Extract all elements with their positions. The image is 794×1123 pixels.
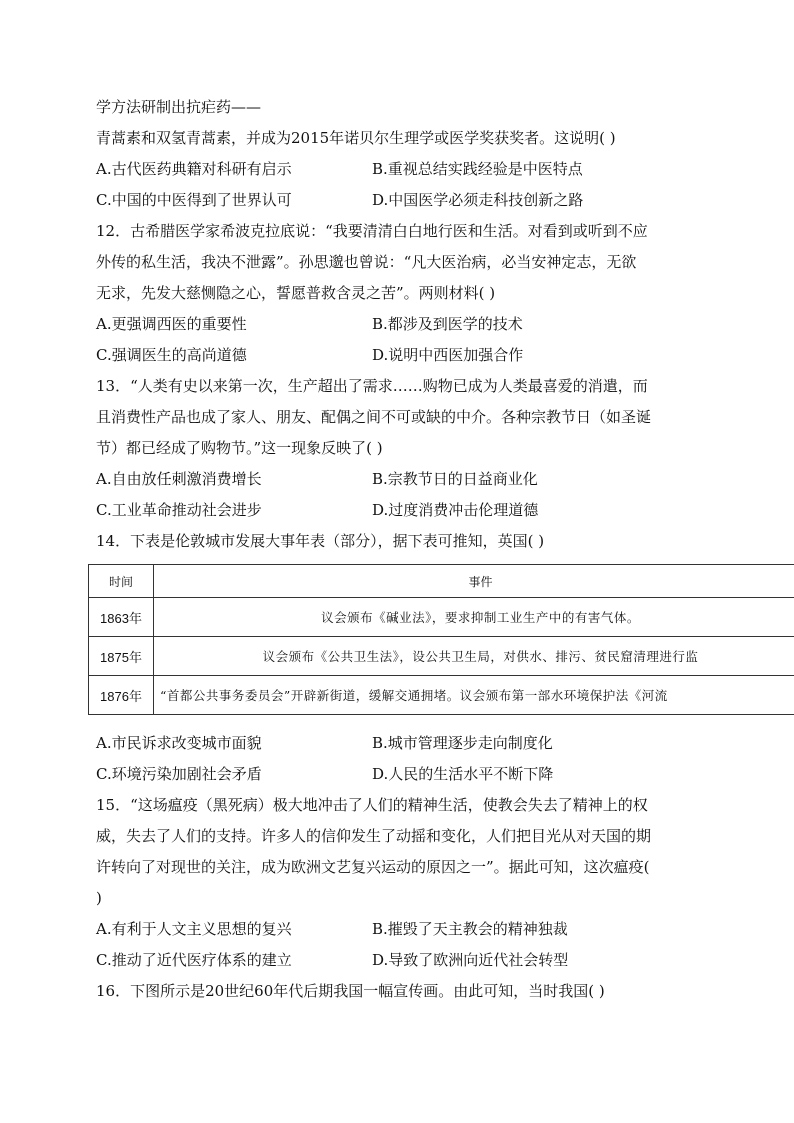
table-row [89,676,794,715]
option-row [96,185,794,216]
event-cell: 议会颁布《公共卫生法》，设公共卫生局，对供水、排污、贫民窟清理进行监 [154,637,794,676]
question-15-line: 威，失去了人们的支持。许多人的信仰发生了动摇和变化，人们把目光从对天国的期 [96,827,652,845]
question-14-stem: 14．下表是伦敦城市发展大事年表（部分），据下表可推知，英国( ) [96,532,545,550]
option-row [96,914,794,945]
option-d[interactable]: D.说明中西医加强合作 [372,346,524,364]
option-c[interactable]: C.推动了近代医疗体系的建立 [96,951,292,969]
option-b[interactable]: B.都涉及到医学的技术 [372,315,523,333]
header-time: 时间 [89,565,154,598]
option-c[interactable]: C.环境污染加剧社会矛盾 [96,765,262,783]
question-12-line: 外传的私生活，我决不泄露”。孙思邈也曾说：“凡大医治病，必当安神定志，无欲 [96,253,637,271]
option-c[interactable]: C.强调医生的高尚道德 [96,346,247,364]
question-16-stem: 16．下图所示是20世纪60年代后期我国一幅宣传画。由此可知，当时我国( ) [96,982,605,1000]
option-d[interactable]: D.导致了欧洲向近代社会转型 [372,951,569,969]
year-cell: 1875年 [89,637,154,676]
option-b[interactable]: B.重视总结实践经验是中医特点 [372,160,583,178]
option-a[interactable]: A.更强调西医的重要性 [96,315,247,333]
events-table [88,564,794,715]
year-cell: 1876年 [89,676,154,715]
option-row [96,309,794,340]
question-15-line: 15．“这场瘟疫（黑死病）极大地冲击了人们的精神生活，使教会失去了精神上的权 [96,796,648,814]
option-a[interactable]: A.有利于人文主义思想的复兴 [96,920,292,938]
question-15-line: ) [96,889,102,907]
option-row [96,464,794,495]
option-c[interactable]: C.中国的中医得到了世界认可 [96,191,292,209]
option-d[interactable]: D.人民的生活水平不断下降 [372,765,554,783]
option-c[interactable]: C.工业革命推动社会进步 [96,501,262,519]
option-a[interactable]: A.市民诉求改变城市面貌 [96,734,262,752]
header-event: 事件 [154,565,794,598]
question-13-line: 且消费性产品也成了家人、朋友、配偶之间不可或缺的中介。各种宗教节日（如圣诞 [96,408,652,426]
option-d[interactable]: D.过度消费冲击伦理道德 [372,501,539,519]
option-b[interactable]: B.宗教节日的日益商业化 [372,470,538,488]
question-block-upper [96,92,794,557]
table-header-row [89,565,794,598]
option-a[interactable]: A.古代医药典籍对科研有启示 [96,160,292,178]
event-cell: “首都公共事务委员会”开辟新街道，缓解交通拥堵。议会颁布第一部水环境保护法《河流 [154,676,794,715]
text-line: 青蒿素和双氢青蒿素，并成为2015年诺贝尔生理学或医学奖获奖者。这说明( ) [96,129,616,147]
question-13-line: 节）都已经成了购物节。”这一现象反映了( ) [96,439,383,457]
table-row [89,598,794,637]
option-row [96,728,794,759]
question-13-line: 13．“人类有史以来第一次，生产超出了需求……购物已成为人类最喜爱的消遣，而 [96,377,648,395]
option-a[interactable]: A.自由放任刺激消费增长 [96,470,262,488]
option-b[interactable]: B.摧毁了天主教会的精神独裁 [372,920,568,938]
option-row [96,340,794,371]
question-12-line: 12．古希腊医学家希波克拉底说：“我要清清白白地行医和生活。对看到或听到不应 [96,222,648,240]
option-row [96,495,794,526]
option-d[interactable]: D.中国医学必须走科技创新之路 [372,191,584,209]
question-block-lower [96,728,794,1007]
option-row [96,945,794,976]
option-row [96,759,794,790]
question-15-line: 许转向了对现世的关注，成为欧洲文艺复兴运动的原因之一”。据此可知，这次瘟疫( [96,858,650,876]
option-row [96,154,794,185]
question-12-line: 无求，先发大慈恻隐之心，誓愿普救含灵之苦”。两则材料( ) [96,284,496,302]
year-cell: 1863年 [89,598,154,637]
event-cell: 议会颁布《碱业法》，要求抑制工业生产中的有害气体。 [154,598,794,637]
text-line: 学方法研制出抗疟药—— [96,98,262,116]
option-b[interactable]: B.城市管理逐步走向制度化 [372,734,553,752]
table-row [89,637,794,676]
